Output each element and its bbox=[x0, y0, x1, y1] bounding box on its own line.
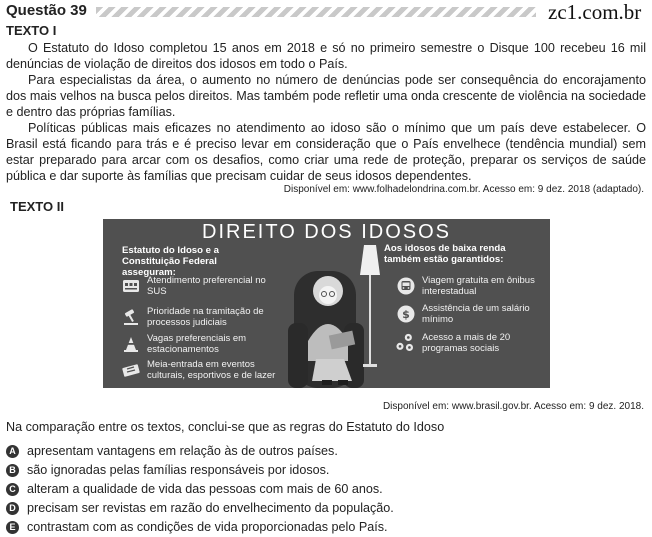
option-letter-badge: A bbox=[6, 445, 19, 458]
option-letter-badge: B bbox=[6, 464, 19, 477]
left-column-heading: Estatuto do Idoso e a Constituição Federal asseguram: bbox=[122, 245, 220, 278]
right-item bbox=[397, 303, 547, 325]
texto1-source: Disponível em: www.folhadelondrina.com.br. Acesso em: 9 dez. 2018 (adaptado). bbox=[283, 184, 644, 195]
answer-option-b[interactable] bbox=[6, 463, 329, 477]
left-item bbox=[122, 359, 282, 381]
site-watermark: zc1.com.br bbox=[548, 0, 642, 24]
left-item-label: Prioridade na tramitação de processos judiciais bbox=[147, 306, 264, 328]
left-item-label: Meia-entrada em eventos culturais, esportivos e de lazer bbox=[147, 359, 276, 381]
option-letter-badge: D bbox=[6, 502, 19, 515]
answer-option-d[interactable] bbox=[6, 501, 394, 515]
option-text: alteram a qualidade de vida das pessoas com mais de 60 anos. bbox=[27, 482, 383, 496]
header-divider-bar bbox=[96, 7, 536, 17]
left-item bbox=[122, 306, 272, 328]
right-item-label: Assistência de um salário mínimo bbox=[422, 303, 530, 325]
texto1-paragraph: Para especialistas da área, o aumento no número de denúncias pode ser consequência do encorajamento dos mais velhos na busca pelos direitos. Mas também pode refletir uma onda crescente de violência na sociedade e dentro das próprias famílias. bbox=[6, 73, 646, 119]
option-letter-badge: E bbox=[6, 521, 19, 534]
option-letter-badge: C bbox=[6, 483, 19, 496]
court-gavel-icon bbox=[122, 308, 140, 326]
texto1-paragraph: Políticas públicas mais eficazes no atendimento ao idoso são o mínimo que um país deve estabelecer. O Brasil está ficando para trás e é preciso levar em consideração que o País envelhece (tendência mundial) sem estar preparado para arcar com os desafios, como criar uma rede de proteção, preparar os serviços de saúde pública e dar suporte às famílias que precisam cuidar de seus idosos dependentes. bbox=[6, 121, 646, 183]
right-column-heading: Aos idosos de baixa renda também estão garantidos: bbox=[384, 243, 506, 265]
option-text: contrastam com as condições de vida proporcionadas pelo País. bbox=[27, 520, 388, 534]
floor-lamp-illustration bbox=[359, 243, 381, 368]
right-item bbox=[395, 332, 547, 354]
option-text: precisam ser revistas em razão do envelhecimento da população. bbox=[27, 501, 394, 515]
left-item bbox=[122, 333, 272, 355]
texto1-paragraph: O Estatuto do Idoso completou 15 anos em 2018 e só no primeiro semestre o Disque 100 recebeu 16 mil denúncias de violação de direitos dos idosos em todo o País. bbox=[6, 41, 646, 71]
svg-text:$: $ bbox=[402, 308, 410, 321]
infographic-title: DIREITO DOS IDOSOS bbox=[202, 221, 451, 243]
bus-icon bbox=[397, 277, 415, 295]
left-item bbox=[122, 275, 272, 297]
texto1-body bbox=[6, 40, 646, 184]
parking-cone-icon bbox=[122, 335, 140, 353]
question-stem: Na comparação entre os textos, conclui-se que as regras do Estatuto do Idoso bbox=[6, 420, 445, 434]
left-item-label: Vagas preferenciais em estacionamentos bbox=[147, 333, 247, 355]
right-item-label: Viagem gratuita em ônibus interestadual bbox=[422, 275, 535, 297]
infographic-direito-dos-idosos bbox=[103, 219, 550, 388]
answer-option-e[interactable] bbox=[6, 520, 388, 534]
texto2-source: Disponível em: www.brasil.gov.br. Acesso em: 9 dez. 2018. bbox=[382, 401, 644, 412]
sus-card-icon bbox=[122, 277, 140, 295]
option-text: apresentam vantagens em relação às de outros países. bbox=[27, 444, 338, 458]
texto1-heading: TEXTO I bbox=[6, 23, 57, 38]
left-item-label: Atendimento preferencial no SUS bbox=[147, 275, 266, 297]
money-coin-icon bbox=[397, 305, 415, 323]
texto2-heading: TEXTO II bbox=[10, 199, 64, 214]
right-item bbox=[397, 275, 547, 297]
answer-option-c[interactable] bbox=[6, 482, 383, 496]
option-text: são ignoradas pelas famílias responsáveis por idosos. bbox=[27, 463, 330, 477]
question-number: Questão 39 bbox=[6, 2, 87, 19]
answer-option-a[interactable] bbox=[6, 444, 338, 458]
right-item-label: Acesso a mais de 20 programas sociais bbox=[422, 332, 511, 354]
ticket-icon bbox=[122, 361, 140, 379]
people-program-icon bbox=[395, 333, 415, 353]
